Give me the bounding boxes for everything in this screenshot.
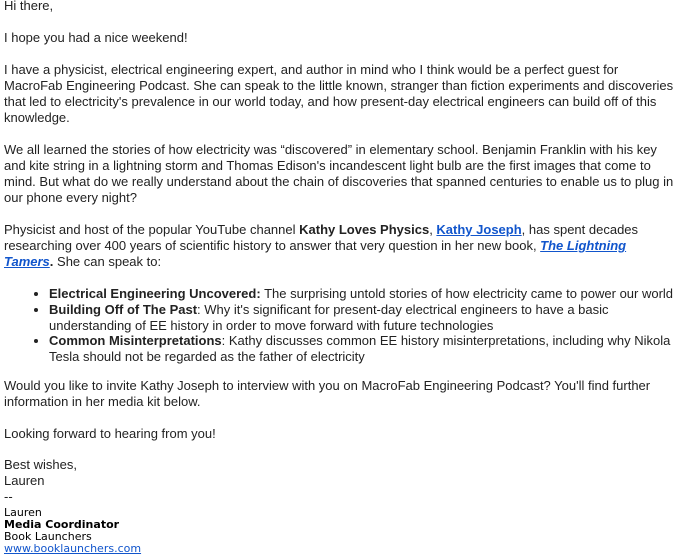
topic-title: Electrical Engineering Uncovered: [49, 286, 257, 301]
greeting: Hi there,: [4, 0, 54, 13]
topics-list: [4, 286, 676, 365]
signature-name: Lauren: [4, 505, 42, 519]
separator: ,: [429, 222, 437, 237]
intro-paragraph: I have a physicist, electrical engineering expert, and author in mind who I think would be a perfect guest for MacroFab Engineering Podcast. She can speak to the little known, stranger than fiction experiments and discoveries that led to electricity's prevalence in our world today, and how present-day electrical engineers can build off of this knowledge.: [4, 62, 674, 125]
signature-separator: --: [4, 488, 13, 504]
bio-suffix: She can speak to:: [53, 254, 162, 269]
topic-item: [49, 302, 676, 334]
topic-text: Kathy discusses common EE history misinterpretations, including why Nikola Tesla should not be regarded as the father of electricity: [49, 333, 671, 365]
signature-title: Media Coordinator: [4, 517, 120, 531]
closing-name: Lauren: [4, 472, 45, 488]
book-period: .: [49, 254, 54, 269]
topic-item: [49, 333, 676, 365]
signoff: Best wishes,: [4, 456, 77, 472]
context-paragraph: We all learned the stories of how electricity was “discovered” in elementary school. Benjamin Franklin with his key and kite string in a lightning storm and Thomas Edison's incandescent light bulb are the first images that come to mind. But what do we really understand about the chain of discoveries that spanned centuries to enable us to plug in our phone every night?: [4, 142, 674, 205]
topic-colon: :: [197, 301, 201, 317]
signature-website-link[interactable]: www.booklaunchers.com: [4, 541, 142, 555]
topic-text: The surprising untold stories of how electricity came to power our world: [260, 286, 674, 301]
looking-forward: Looking forward to hearing from you!: [4, 425, 216, 441]
topic-title: Building Off of The Past: [49, 301, 198, 317]
topic-item: [49, 286, 676, 302]
topic-colon: :: [221, 333, 226, 349]
channel-name: Kathy Loves Physics: [299, 222, 430, 237]
closing-block: [4, 457, 676, 505]
book-link[interactable]: The Lightning Tamers: [4, 238, 627, 269]
topic-text: Why it's significant for present-day electrical engineers to have a basic understanding of EE history in order to move forward with future technologies: [49, 301, 609, 333]
author-link[interactable]: Kathy Joseph: [436, 222, 522, 237]
ask-paragraph: Would you like to invite Kathy Joseph to interview with you on MacroFab Engineering Podcast? You'll find further information in her media kit below.: [4, 377, 651, 409]
signature-block: [4, 507, 676, 555]
topic-title: Common Misinterpretations: [49, 333, 222, 349]
bio-prefix: Physicist and host of the popular YouTube channel: [4, 222, 300, 237]
email-body: [4, 0, 676, 555]
bio-paragraph: [4, 222, 676, 270]
bio-middle: , has spent decades researching over 400 years of scientific history to answer that very question in her new book,: [4, 222, 639, 253]
topic-colon: :: [256, 286, 261, 301]
opener: I hope you had a nice weekend!: [4, 30, 188, 45]
signature-company: Book Launchers: [4, 529, 92, 543]
